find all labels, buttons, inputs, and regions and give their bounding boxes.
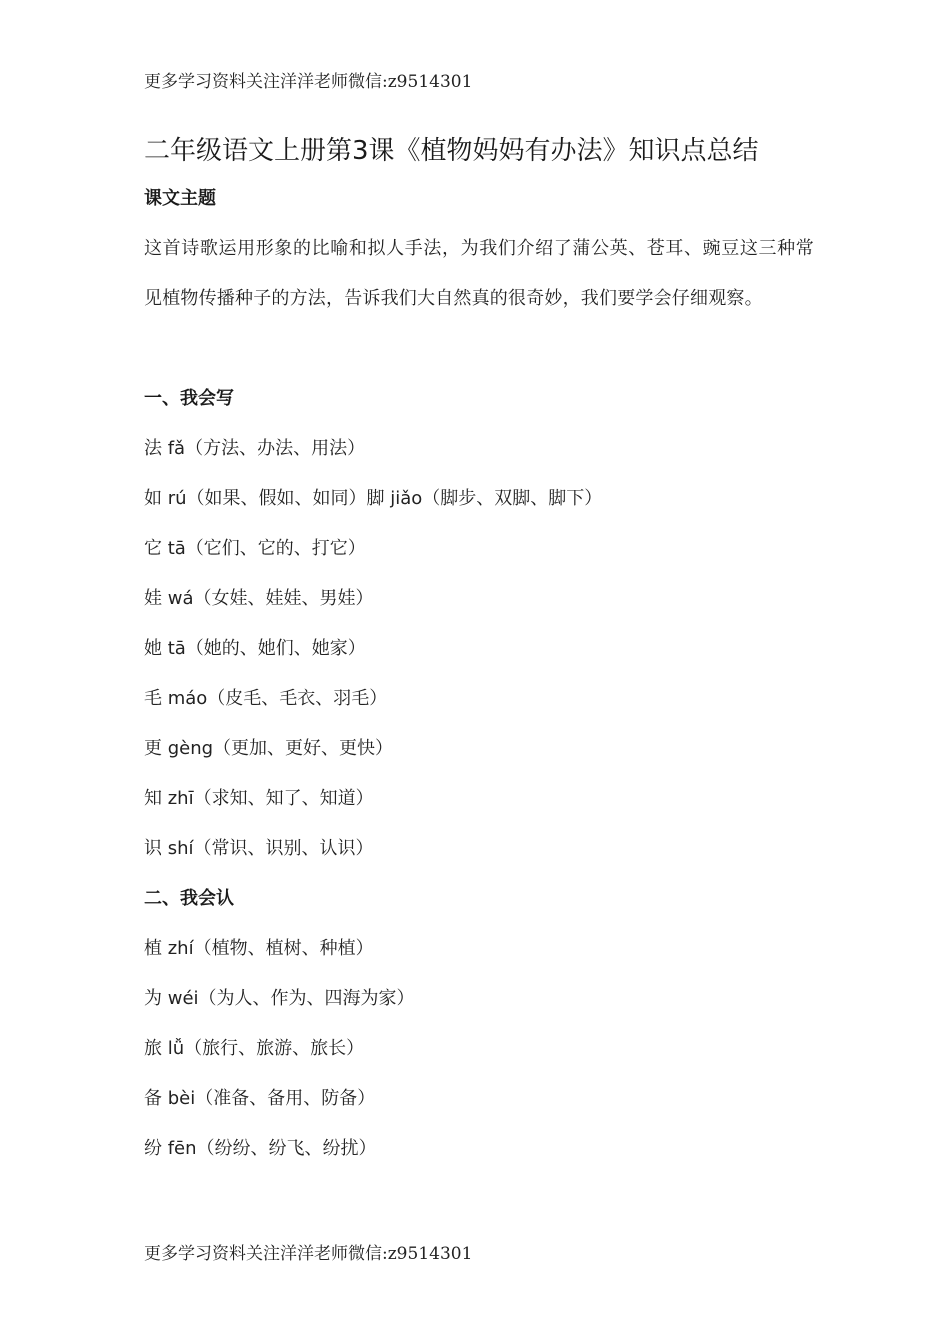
write-item: 如 rú（如果、假如、如同）脚 jiǎo（脚步、双脚、脚下）: [144, 488, 603, 509]
read-item: 旅 lǚ（旅行、旅游、旅长）: [144, 1038, 365, 1059]
write-item: 它 tā（它们、它的、打它）: [144, 538, 366, 559]
write-section-list: [144, 424, 814, 874]
document-content: [144, 128, 814, 1174]
read-item: 备 bèi（准备、备用、防备）: [144, 1088, 376, 1109]
blank-line: [144, 324, 814, 374]
header-watermark: 更多学习资料关注洋洋老师微信:z9514301: [144, 72, 473, 92]
write-item: 她 tā（她的、她们、她家）: [144, 638, 366, 659]
read-section-heading: 二、我会认: [144, 888, 234, 909]
document-title: 二年级语文上册第3课《植物妈妈有办法》知识点总结: [144, 136, 759, 166]
theme-paragraph: 这首诗歌运用形象的比喻和拟人手法，为我们介绍了蒲公英、苍耳、豌豆这三种常见植物传播种子的方法，告诉我们大自然真的很奇妙，我们要学会仔细观察。: [144, 238, 814, 309]
read-item: 为 wéi（为人、作为、四海为家）: [144, 988, 415, 1009]
footer-watermark: 更多学习资料关注洋洋老师微信:z9514301: [144, 1244, 473, 1264]
read-item: 植 zhí（植物、植树、种植）: [144, 938, 374, 959]
read-section-list: [144, 924, 814, 1174]
theme-heading: 课文主题: [144, 188, 216, 209]
write-item: 识 shí（常识、识别、认识）: [144, 838, 374, 859]
write-item: 毛 máo（皮毛、毛衣、羽毛）: [144, 688, 388, 709]
write-item: 更 gèng（更加、更好、更快）: [144, 738, 394, 759]
write-item: 娃 wá（女娃、娃娃、男娃）: [144, 588, 374, 609]
read-item: 纷 fēn（纷纷、纷飞、纷扰）: [144, 1138, 377, 1159]
write-item: 法 fǎ（方法、办法、用法）: [144, 438, 366, 459]
write-section-heading: 一、我会写: [144, 388, 234, 409]
write-item: 知 zhī（求知、知了、知道）: [144, 788, 374, 809]
